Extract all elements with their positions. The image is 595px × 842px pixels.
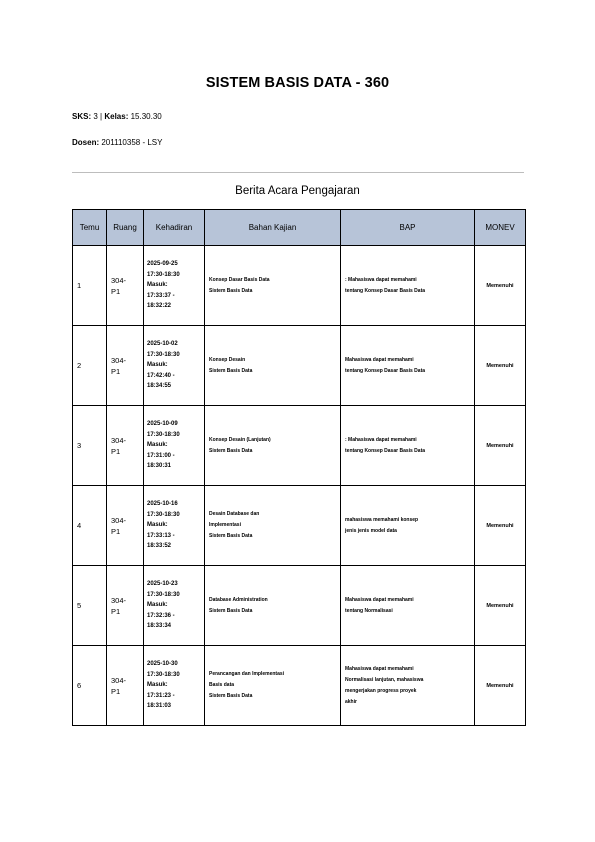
divider <box>72 172 524 173</box>
cell-monev: Memenuhi <box>475 486 526 566</box>
cell-bahan-kajian: Desain Database dan Implementasi Sistem Basis Data <box>205 486 341 566</box>
cell-bap: mahasiswa memahami konsep jenis jenis model data <box>341 486 475 566</box>
cell-temu: 6 <box>73 646 107 726</box>
cell-ruang: 304- P1 <box>107 326 144 406</box>
table-header-row <box>73 210 526 246</box>
col-header-monev: MONEV <box>475 210 526 246</box>
cell-temu: 5 <box>73 566 107 646</box>
cell-kehadiran: 2025-10-16 17:30-18:30 Masuk: 17:33:13 - 18:33:52 <box>144 486 205 566</box>
table-row <box>73 406 526 486</box>
cell-monev: Memenuhi <box>475 246 526 326</box>
kelas-value: 15.30.30 <box>130 112 162 121</box>
cell-temu: 4 <box>73 486 107 566</box>
dosen-label: Dosen: <box>72 138 100 147</box>
cell-bap: : Mahasiswa dapat memahami tentang Konsep Dasar Basis Data <box>341 406 475 486</box>
cell-kehadiran: 2025-10-23 17:30-18:30 Masuk: 17:32:36 - 18:33:34 <box>144 566 205 646</box>
cell-bahan-kajian: Konsep Desain (Lanjutan) Sistem Basis Data <box>205 406 341 486</box>
table-row <box>73 646 526 726</box>
cell-ruang: 304- P1 <box>107 646 144 726</box>
cell-temu: 2 <box>73 326 107 406</box>
cell-bap: : Mahasiswa dapat memahami tentang Konsep Dasar Basis Data <box>341 246 475 326</box>
cell-kehadiran: 2025-10-30 17:30-18:30 Masuk: 17:31:23 - 18:31:03 <box>144 646 205 726</box>
cell-kehadiran: 2025-10-02 17:30-18:30 Masuk: 17:42:40 - 18:34:55 <box>144 326 205 406</box>
cell-bahan-kajian: Konsep Desain Sistem Basis Data <box>205 326 341 406</box>
dosen-value: 201110358 - LSY <box>101 138 163 147</box>
lecturer-info <box>72 138 162 147</box>
cell-monev: Memenuhi <box>475 646 526 726</box>
col-header-kehadiran: Kehadiran <box>144 210 205 246</box>
sks-value: 3 <box>93 112 98 121</box>
cell-bahan-kajian: Konsep Dasar Basis Data Sistem Basis Data <box>205 246 341 326</box>
cell-kehadiran: 2025-09-25 17:30-18:30 Masuk: 17:33:37 - 18:32:22 <box>144 246 205 326</box>
cell-temu: 1 <box>73 246 107 326</box>
col-header-temu: Temu <box>73 210 107 246</box>
table-row <box>73 486 526 566</box>
cell-bahan-kajian: Perancangan dan Implementasi Basis data Sistem Basis Data <box>205 646 341 726</box>
table-row <box>73 566 526 646</box>
cell-monev: Memenuhi <box>475 566 526 646</box>
cell-ruang: 304- P1 <box>107 486 144 566</box>
section-title: Berita Acara Pengajaran <box>235 185 360 197</box>
col-header-ruang: Ruang <box>107 210 144 246</box>
course-info <box>72 112 162 121</box>
attendance-table <box>72 209 526 726</box>
col-header-bap: BAP <box>341 210 475 246</box>
cell-ruang: 304- P1 <box>107 566 144 646</box>
cell-kehadiran: 2025-10-09 17:30-18:30 Masuk: 17:31:00 - 18:30:31 <box>144 406 205 486</box>
cell-bap: Mahasiswa dapat memahami tentang Konsep Dasar Basis Data <box>341 326 475 406</box>
col-header-bahan-kajian: Bahan Kajian <box>205 210 341 246</box>
cell-bahan-kajian: Database Administration Sistem Basis Data <box>205 566 341 646</box>
document-title: SISTEM BASIS DATA - 360 <box>205 75 390 91</box>
cell-bap: Mahasiswa dapat memahami tentang Normalisasi <box>341 566 475 646</box>
info-separator: | <box>100 112 103 121</box>
kelas-label: Kelas: <box>104 112 129 121</box>
table-row <box>73 326 526 406</box>
cell-monev: Memenuhi <box>475 326 526 406</box>
sks-label: SKS: <box>72 112 92 121</box>
table-row <box>73 246 526 326</box>
cell-monev: Memenuhi <box>475 406 526 486</box>
cell-ruang: 304- P1 <box>107 406 144 486</box>
cell-ruang: 304- P1 <box>107 246 144 326</box>
cell-temu: 3 <box>73 406 107 486</box>
cell-bap: Mahasiswa dapat memahami Normalisasi lanjutan, mahasiswa mengerjakan progress proyek akhir <box>341 646 475 726</box>
